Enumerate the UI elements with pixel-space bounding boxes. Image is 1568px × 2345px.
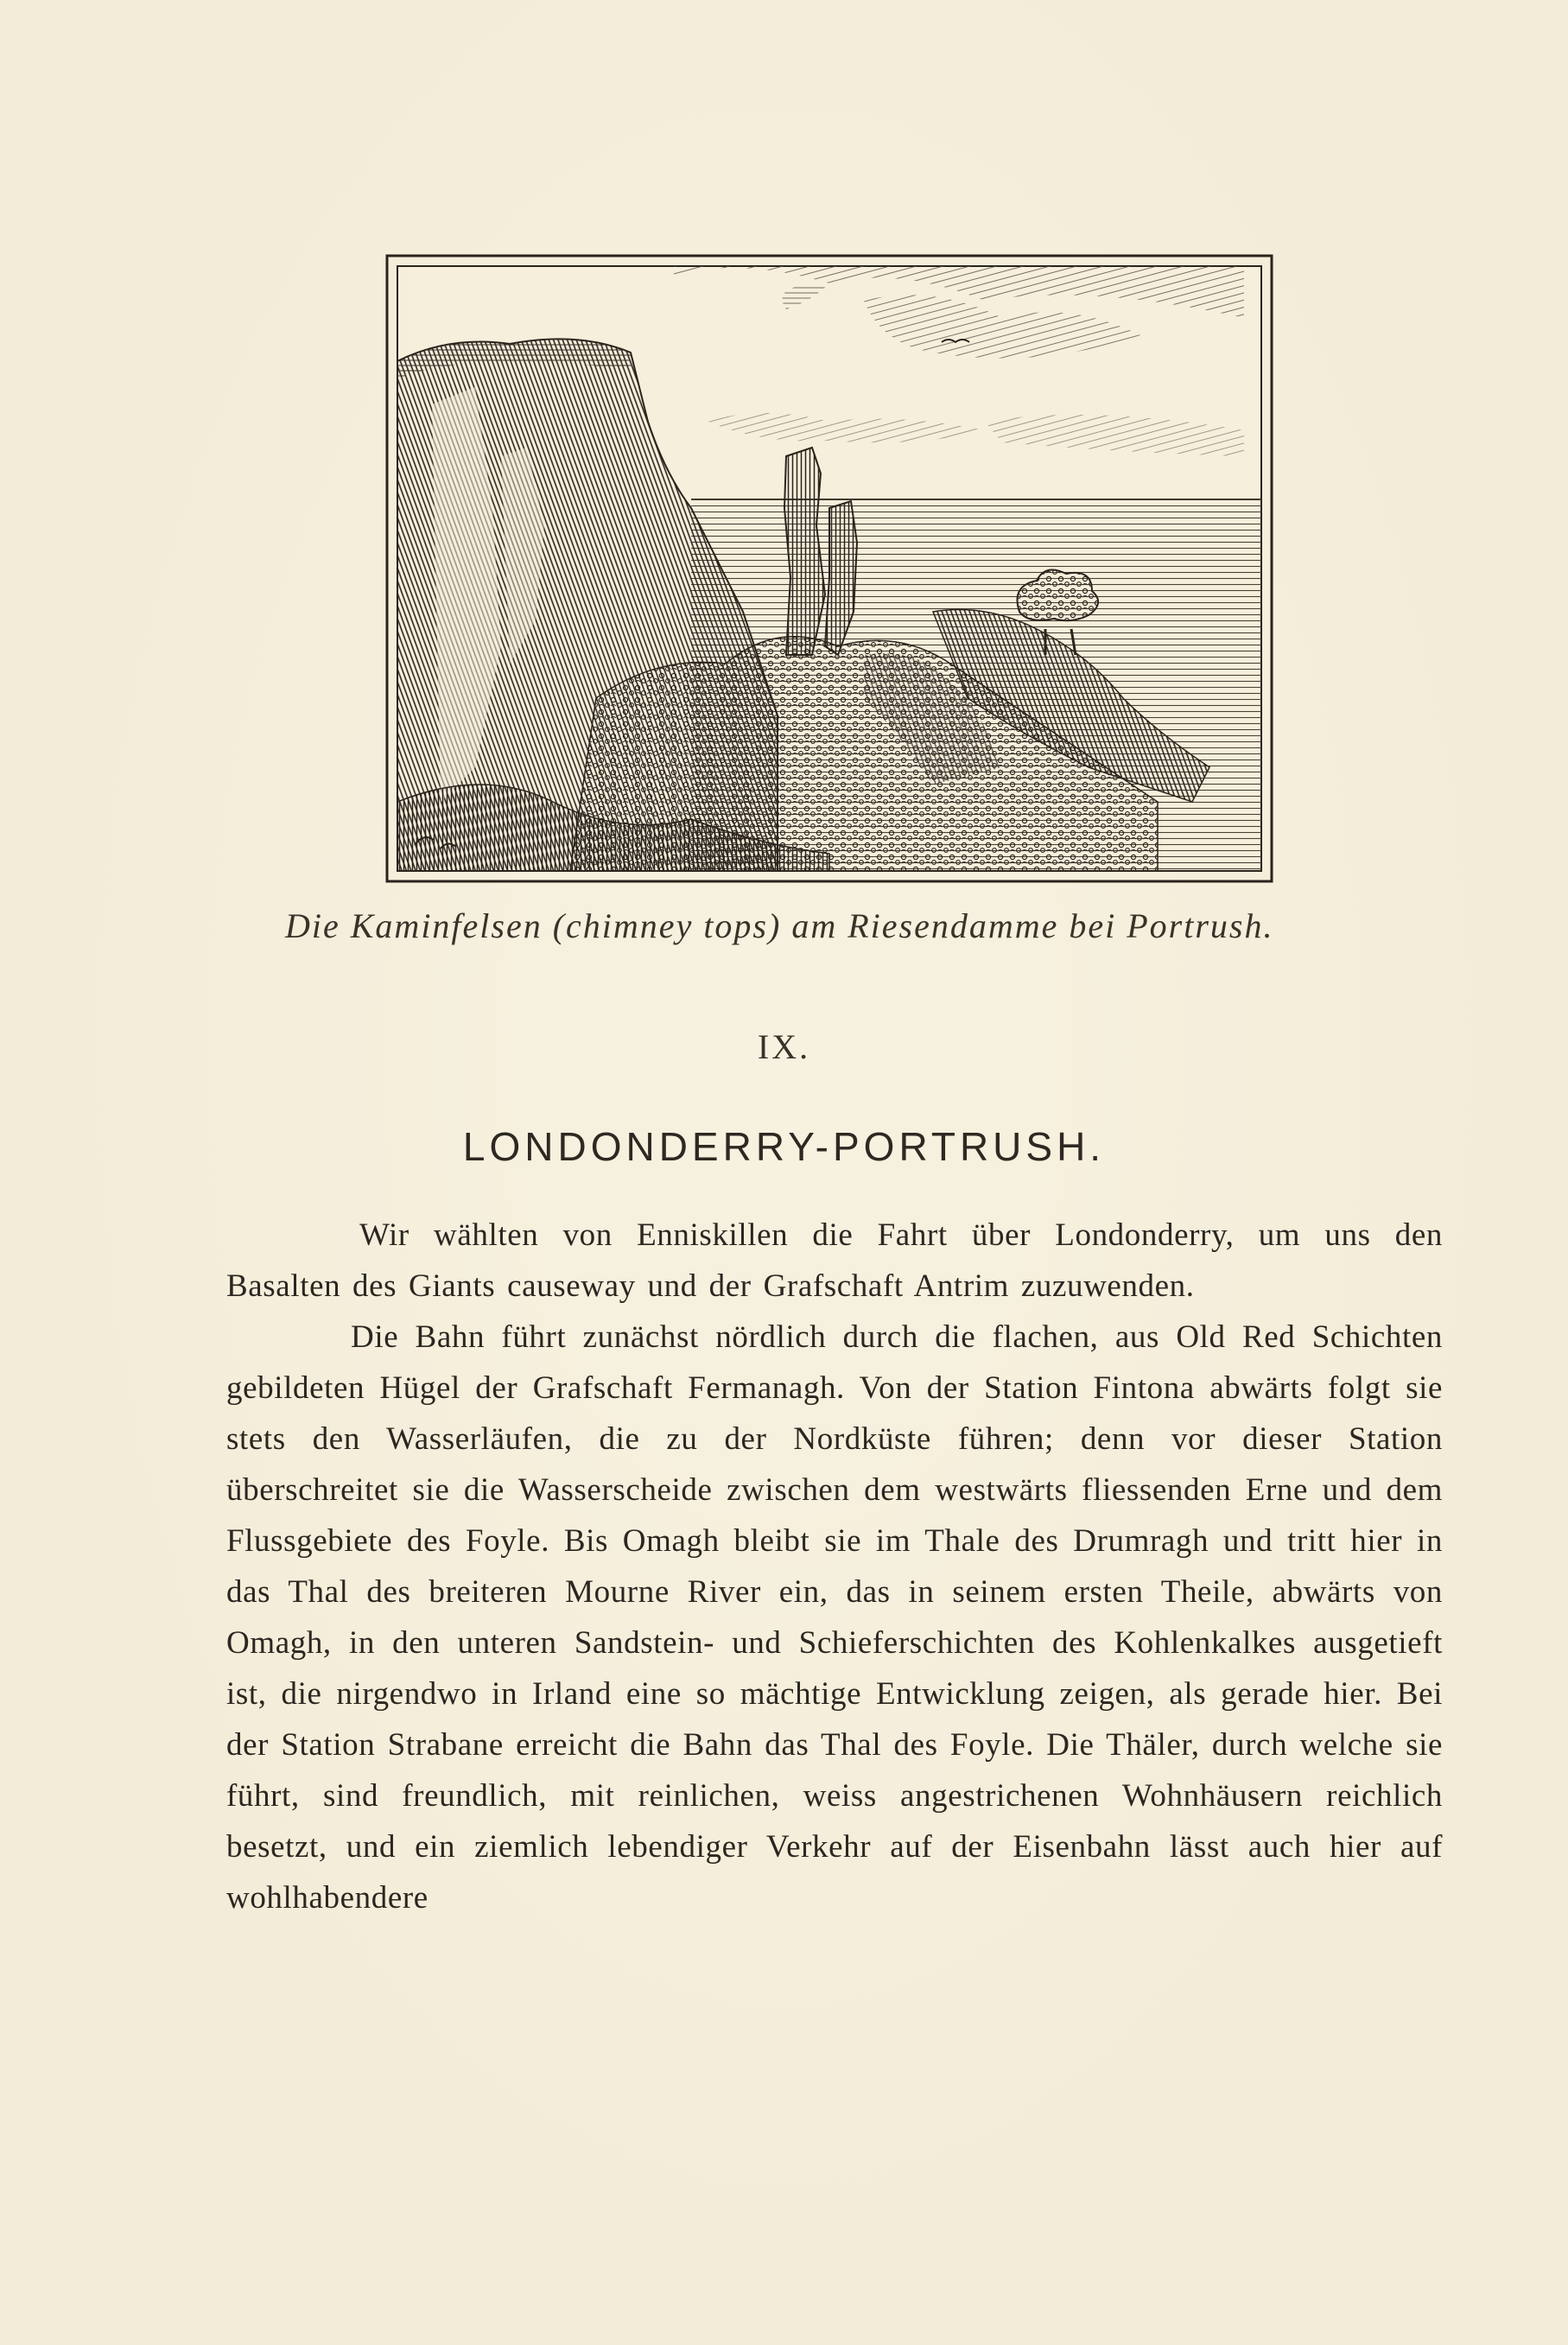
paragraph: Wir wählten von Enniskillen die Fahrt über Londonderry, um uns den Basalten des Giants causeway und der Grafschaft Antrim zuzuwenden. xyxy=(226,1217,1443,1304)
chapter-number: IX. xyxy=(757,1027,811,1066)
cliff-engraving-svg xyxy=(380,249,1279,888)
figure-caption: Die Kaminfelsen (chimney tops) am Riesendamme bei Portrush. xyxy=(285,906,1274,945)
engraving-illustration xyxy=(380,249,1279,888)
chapter-title: LONDONDERRY-PORTRUSH. xyxy=(462,1124,1106,1169)
paragraph: Die Bahn führt zunächst nördlich durch die flachen, aus Old Red Schichten gebildeten Hügel der Grafschaft Fermanagh. Von der Station Fintona abwärts folgt sie stets den Wasserläufen, die zu der Nordküste führen; denn vor dieser Station überschreitet sie die Wasserscheide zwischen dem westwärts fliessenden Erne und dem Flussgebiete des Foyle. Bis Omagh bleibt sie im Thale des Drumragh und tritt hier in das Thal des breiteren Mourne River ein, das in seinem ersten Theile, abwärts von Omagh, in den unteren Sandstein- und Schieferschichten des Kohlenkalkes ausgetieft ist, die nirgendwo in Irland eine so mächtige Entwicklung zeigen, als gerade hier. Bei der Station Strabane erreicht die Bahn das Thal des Foyle. Die Thäler, durch welche sie führt, sind freundlich, mit reinlichen, weiss angestrichenen Wohnhäusern reichlich besetzt, und ein ziemlich lebendiger Verkehr auf der Eisenbahn lässt auch hier auf wohlhabendere xyxy=(226,1319,1443,1916)
body-text xyxy=(226,1210,1443,1923)
